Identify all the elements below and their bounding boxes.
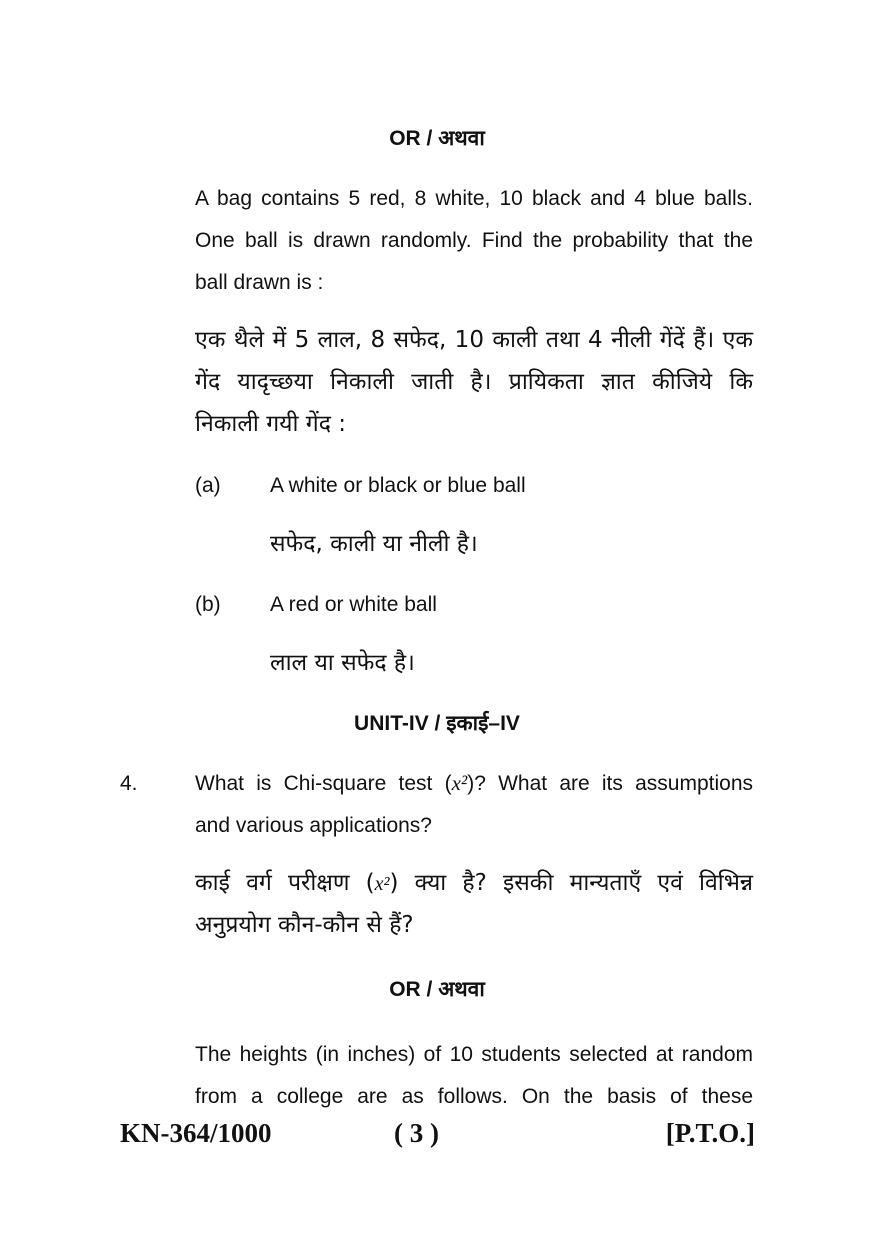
unit-heading: UNIT-IV / इकाई–IV — [354, 712, 520, 735]
q4-hindi-line-1 — [195, 863, 753, 906]
q4-or-english-line-2: from a college are as follows. On the basis of these — [195, 1085, 753, 1108]
part-a-hindi: सफेद, काली या नीली है। — [270, 531, 478, 557]
q3-or-english-line-3: ball drawn is : — [195, 271, 324, 294]
part-a-label: (a) — [195, 474, 221, 497]
q4-english-line-2: and various applications? — [195, 814, 432, 837]
q3-or-hindi-line-3: निकाली गयी गेंद : — [195, 411, 346, 437]
part-b-english: A red or white ball — [270, 593, 437, 616]
q4-en-post: )? What are its assumptions — [467, 772, 753, 795]
part-b-hindi: लाल या सफेद है। — [270, 650, 415, 676]
pto-label: [P.T.O.] — [665, 1118, 755, 1148]
part-b-label: (b) — [195, 593, 221, 616]
paper-code: KN-364/1000 — [120, 1118, 272, 1148]
q4-english-line-1 — [195, 763, 753, 805]
chi-square-symbol: x² — [451, 771, 468, 795]
q4-hi-post: ) क्या है? इसकी मान्यताएँ एवं विभिन्न — [389, 870, 754, 896]
q3-or-hindi-line-2: गेंद यादृच्छया निकाली जाती है। प्रायिकता ज्ञात कीजिये कि — [195, 369, 753, 395]
q4-en-pre: What is Chi-square test ( — [195, 772, 452, 795]
page-number: ( 3 ) — [394, 1118, 439, 1148]
q4-hi-pre: काई वर्ग परीक्षण ( — [195, 870, 375, 896]
question-number: 4. — [120, 772, 138, 795]
part-a-english: A white or black or blue ball — [270, 474, 526, 497]
q3-or-english-line-2: One ball is drawn randomly. Find the probability that the — [195, 229, 753, 252]
q4-hindi-line-2: अनुप्रयोग कौन-कौन से हैं? — [195, 912, 414, 938]
chi-square-symbol-hi: x² — [374, 873, 390, 895]
q4-or-english-line-1: The heights (in inches) of 10 students selected at random — [195, 1043, 753, 1066]
q3-or-english-line-1: A bag contains 5 red, 8 white, 10 black and 4 blue balls. — [195, 187, 753, 210]
or-heading-2: OR / अथवा — [389, 978, 485, 1001]
q3-or-hindi-line-1: एक थैले में 5 लाल, 8 सफेद, 10 काली तथा 4 नीली गेंदें हैं। एक — [195, 327, 753, 353]
or-heading-1: OR / अथवा — [389, 127, 485, 150]
